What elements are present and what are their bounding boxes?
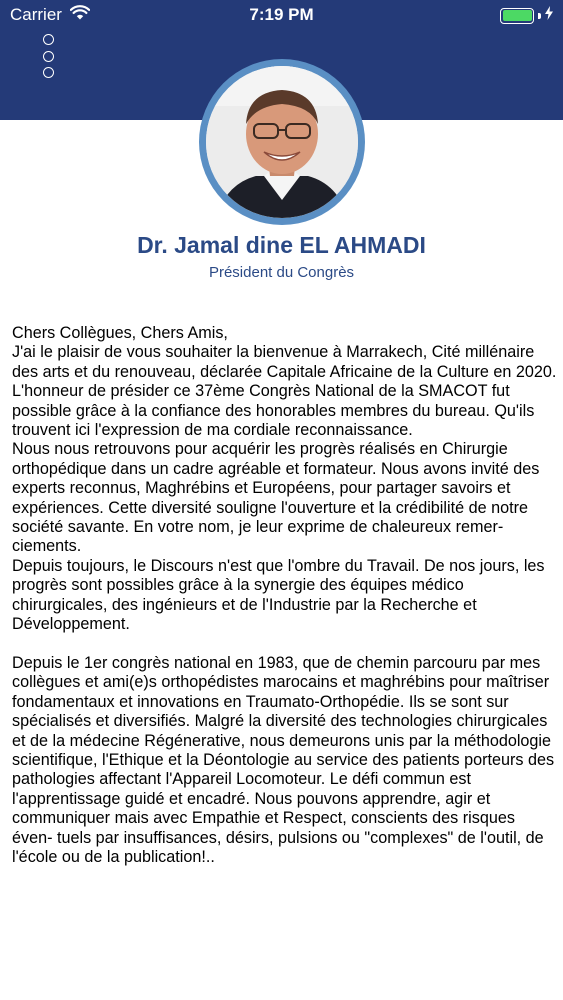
message-paragraph-3: Depuis toujours, le Discours n'est que l'ombre du Travail. De nos jours, les progrès sont possibles grâce à la synergie des équipes médico chirurgicales, des ingénieurs et de l'Industrie par la Recherche et Développement.: [12, 556, 545, 634]
paragraph-spacer: [12, 635, 557, 654]
status-right: [500, 6, 553, 25]
menu-dot-icon: [43, 51, 54, 62]
battery-level-fill: [503, 10, 532, 21]
menu-dot-icon: [43, 67, 54, 78]
battery-icon: [500, 8, 534, 24]
menu-button[interactable]: [38, 34, 58, 78]
status-time: 7:19 PM: [249, 5, 314, 24]
welcome-message: [12, 324, 557, 867]
message-greeting: Chers Collègues, Chers Amis,: [12, 324, 228, 342]
avatar-photo: [206, 66, 358, 218]
message-paragraph-1: J'ai le plaisir de vous souhaiter la bienvenue à Marrakech, Cité millénaire des arts et du renouveau, déclarée Capitale Africaine de la Culture en 2020. L'honneur de présider ce 37ème Congrès National de la SMACOT fut possible grâce à la confiance des honorables membres du bureau. Qu'ils trouvent ici l'expression de ma cordiale reconnaissance.: [12, 343, 557, 440]
carrier-label: Carrier: [10, 5, 62, 24]
message-paragraph-2: Nous nous retrouvons pour acquérir les progrès réalisés en Chirurgie orthopédique dans un cadre agréable et formateur. Nous avons invité des experts reconnus, Maghrébins et Européens, pour partager savoirs et expériences. Cette diversité souligne l'ouverture et la crédibilité de notre société savante. En votre nom, je leur exprime de chaleureux remer- ciements.: [12, 440, 540, 556]
avatar: [199, 59, 365, 225]
president-name: Dr. Jamal dine EL AHMADI: [137, 232, 426, 258]
president-role: Président du Congrès: [208, 264, 355, 281]
charging-bolt-icon: [545, 6, 553, 25]
battery-cap: [538, 13, 541, 19]
menu-dot-icon: [43, 34, 54, 45]
status-bar: [0, 0, 563, 30]
message-paragraph-4: Depuis le 1er congrès national en 1983, que de chemin parcouru par mes collègues et ami(e)s orthopédistes marocains et maghrébins pour maîtriser fondamentaux et innovations en Traumato-Orthopédie. Ils se sont sur spécialisés et diversifiés. Malgré la diversité des technologies chirurgicales et de la médecine Régénerative, nous demeurons unis par la méthodologie scientifique, l'Ethique et la Déontologie au service des patients porteurs des pathologies affectant l'Appareil Locomoteur. Le défi commun est l'apprentissage guidé et encadré. Nous pouvons apprendre, agir et communiquer mais avec Empathie et Respect, conscients des risques éven- tuels par insuffisances, désirs, pulsions ou "complexes" de l'outil, de l'école ou de la publication!..: [12, 653, 555, 866]
